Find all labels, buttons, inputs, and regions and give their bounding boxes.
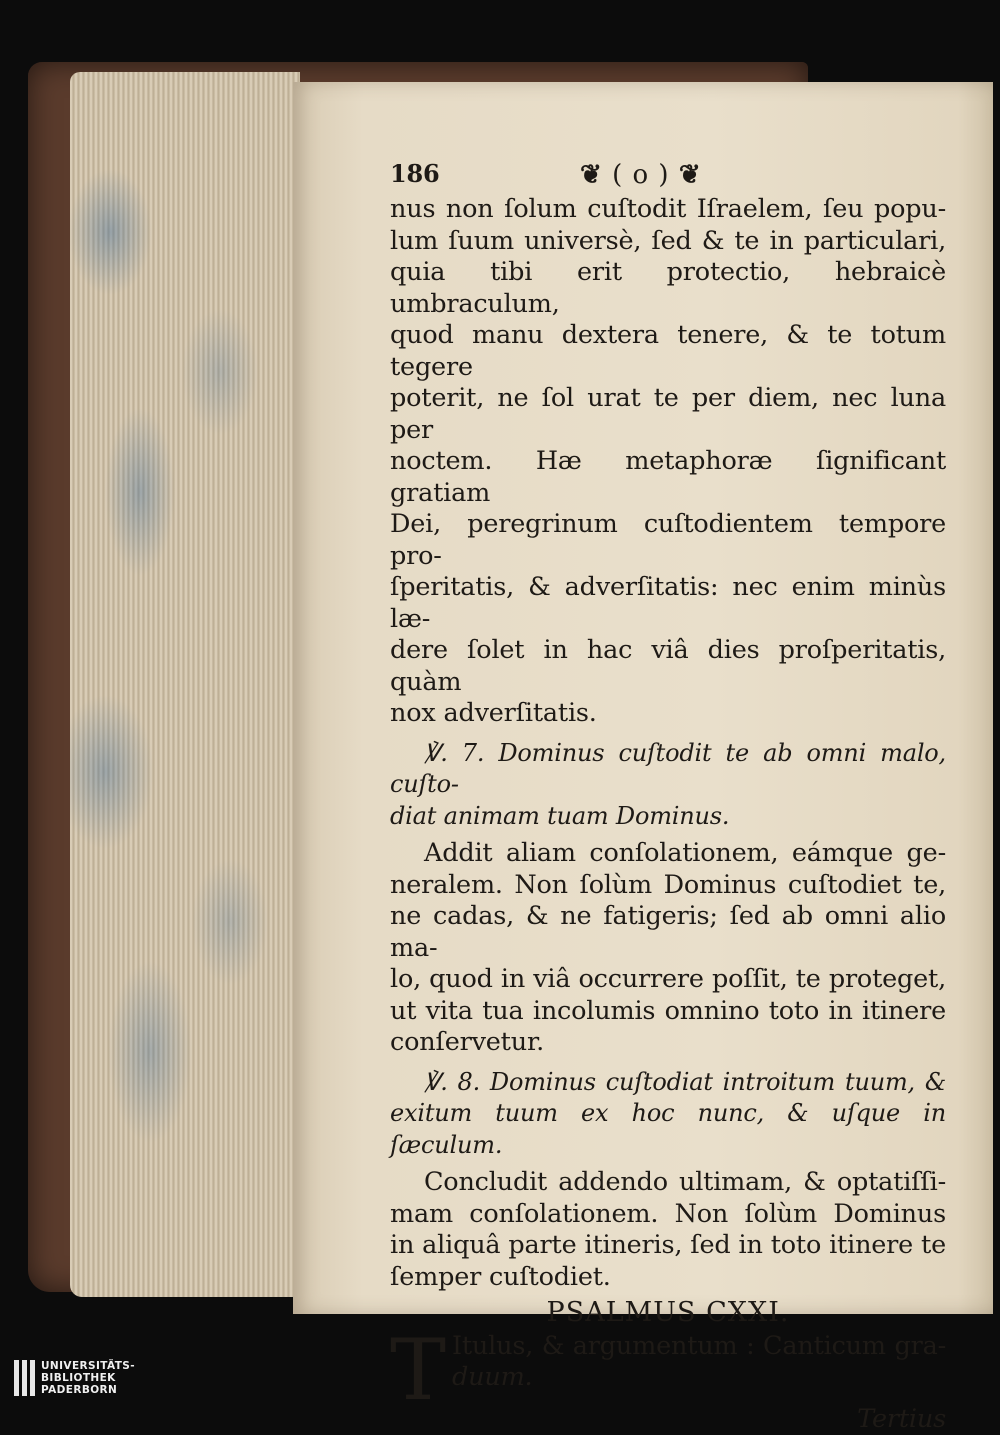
text-line: noctem. Hæ metaphoræ ſignificant gratiam bbox=[390, 446, 946, 509]
text-line: mam conſolationem. Non ſolùm Dominus bbox=[390, 1199, 946, 1231]
ornament-center: ( o ) bbox=[612, 160, 669, 190]
text-line: poterit, ne ſol urat te per diem, nec luna per bbox=[390, 383, 946, 446]
text-line: lum ſuum universè, ſed & te in particulari, bbox=[390, 226, 946, 258]
text-line: nox adverſitatis. bbox=[390, 698, 946, 730]
paragraph-3 bbox=[390, 1167, 946, 1293]
drop-cap: T bbox=[390, 1333, 446, 1407]
verse-8 bbox=[390, 1067, 946, 1162]
logo-line-3: PADERBORN bbox=[41, 1384, 135, 1396]
text-line: dere ſolet in hac viâ dies proſperitatis, quàm bbox=[390, 635, 946, 698]
text-line: quia tibi erit protectio, hebraicè umbraculum, bbox=[390, 257, 946, 320]
text-line: conſervetur. bbox=[390, 1027, 946, 1059]
verse-line: ℣. 7. Dominus cuſtodit te ab omni malo, cuſto- bbox=[390, 738, 946, 801]
verse-line: ℣. 8. Dominus cuſtodiat introitum tuum, & bbox=[390, 1067, 946, 1099]
text-line: Concludit addendo ultimam, & optatiſſi- bbox=[390, 1167, 946, 1199]
text-line: Addit aliam conſolationem, eámque ge- bbox=[390, 838, 946, 870]
page-text bbox=[390, 158, 946, 1435]
text-line: ut vita tua incolumis omnino toto in itinere bbox=[390, 996, 946, 1028]
running-header bbox=[390, 158, 946, 194]
text-line: ſperitatis, & adverſitatis: nec enim minùs læ- bbox=[390, 572, 946, 635]
library-logo bbox=[14, 1360, 135, 1400]
library-logo-text bbox=[41, 1360, 135, 1396]
verse-line: diat animam tuam Dominus. bbox=[390, 801, 946, 833]
text-line: Dei, peregrinum cuſtodientem tempore pro- bbox=[390, 509, 946, 572]
text-line: ſemper cuſtodiet. bbox=[390, 1262, 946, 1294]
text-line: Itulus, & argumentum : Canticum gra- bbox=[452, 1331, 946, 1363]
page-number: 186 bbox=[390, 158, 440, 190]
catchword: Tertius bbox=[390, 1404, 946, 1435]
paragraph-1 bbox=[390, 194, 946, 730]
text-line: duum. bbox=[452, 1362, 946, 1394]
logo-line-2: BIBLIOTHEK bbox=[41, 1372, 135, 1384]
text-line: neralem. Non ſolùm Dominus cuſtodiet te, bbox=[390, 870, 946, 902]
ornament-right-icon: ❦ bbox=[679, 160, 702, 190]
logo-line-1: UNIVERSITÄTS- bbox=[41, 1360, 135, 1372]
text-line: nus non ſolum cuſtodit Iſraelem, ſeu popu- bbox=[390, 194, 946, 226]
psalm-title: PSALMUS CXXI. bbox=[390, 1297, 946, 1329]
text-line: lo, quod in viâ occurrere poſſit, te proteget, bbox=[390, 964, 946, 996]
header-ornament bbox=[580, 160, 702, 192]
psalm-intro bbox=[390, 1331, 946, 1394]
text-line: ne cadas, & ne fatigeris; ſed ab omni alio ma- bbox=[390, 901, 946, 964]
text-line: in aliquâ parte itineris, ſed in toto itinere te bbox=[390, 1230, 946, 1262]
library-logo-icon bbox=[14, 1360, 35, 1396]
text-line: quod manu dextera tenere, & te totum tegere bbox=[390, 320, 946, 383]
page-edges bbox=[70, 72, 300, 1297]
verse-7 bbox=[390, 738, 946, 833]
ornament-left-icon: ❦ bbox=[580, 160, 603, 190]
verse-line: exitum tuum ex hoc nunc, & uſque in ſæculum. bbox=[390, 1098, 946, 1161]
paragraph-2 bbox=[390, 838, 946, 1059]
